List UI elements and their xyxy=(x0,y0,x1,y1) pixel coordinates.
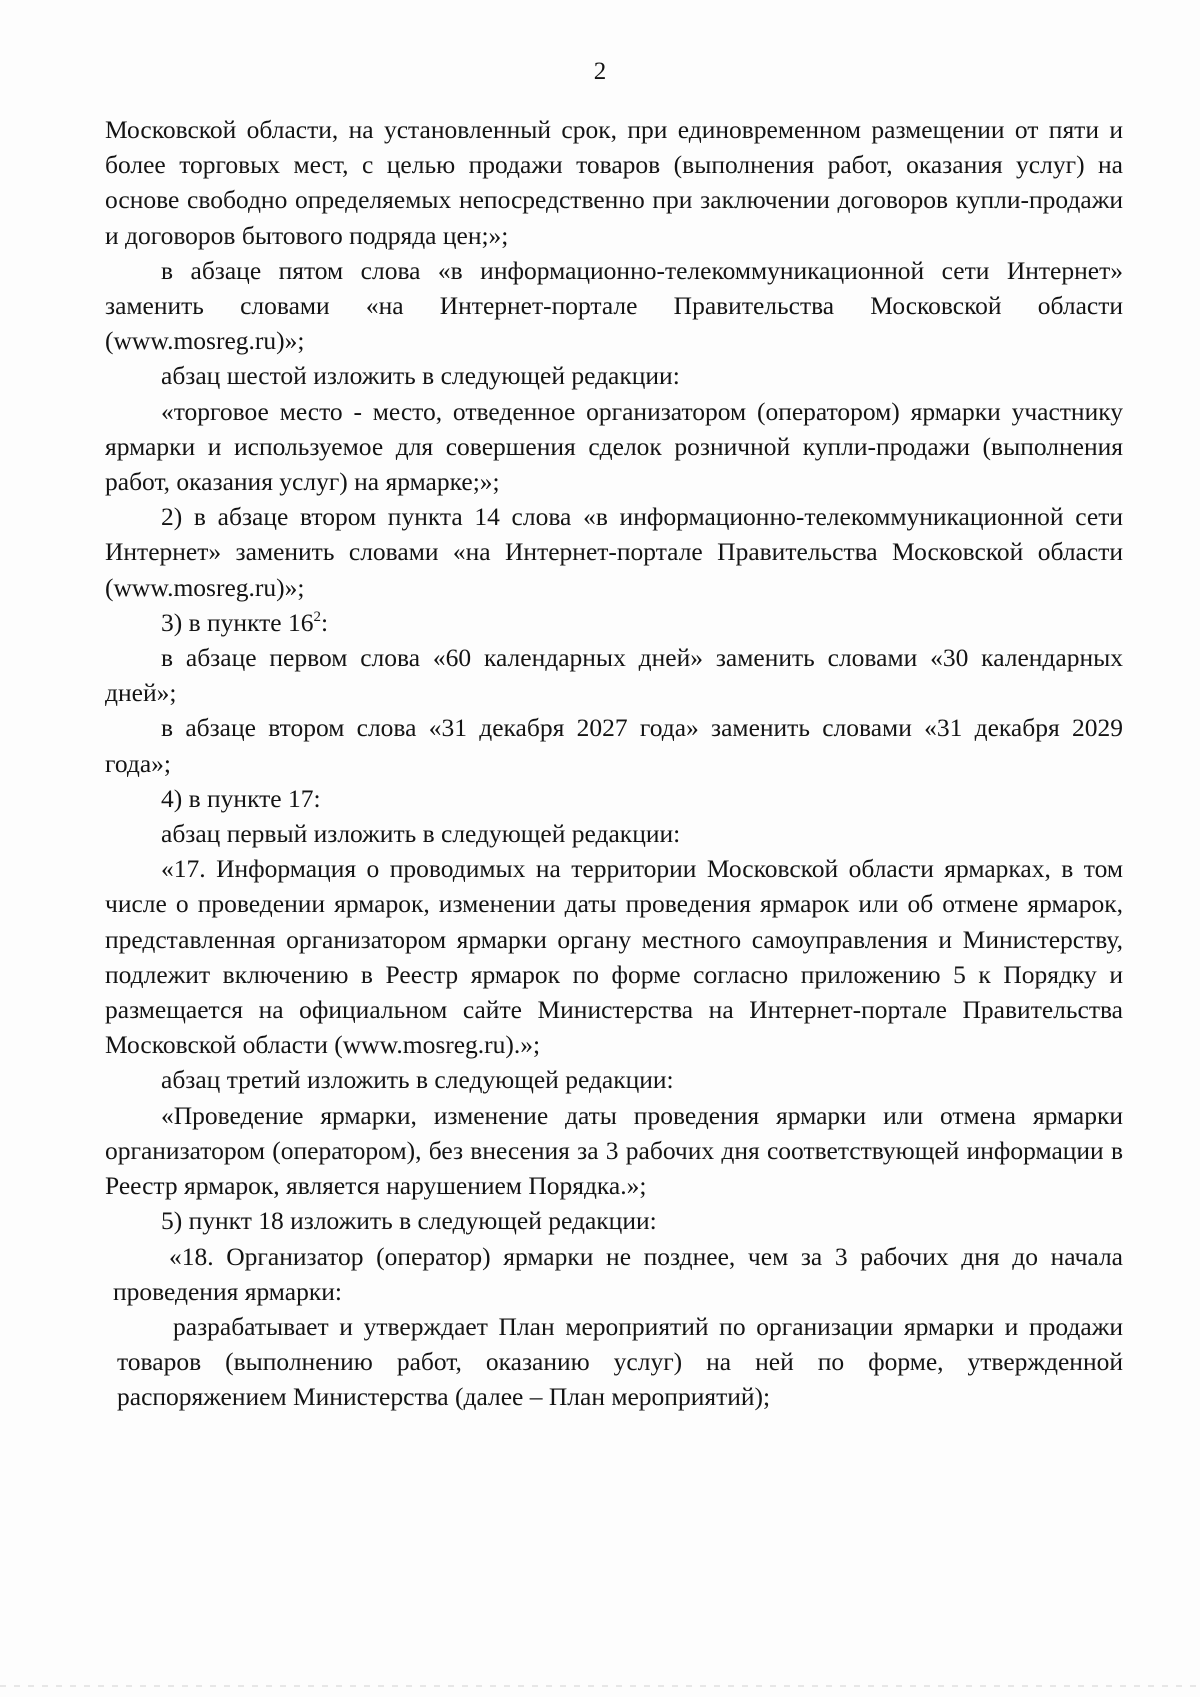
item-3-text: 3) в пункте 16 xyxy=(161,607,314,637)
paragraph-item-18-text: «18. Организатор (оператор) ярмарки не позднее, чем за 3 рабочих дня до начала проведения ярмарки: xyxy=(113,1241,1123,1306)
item-3-suffix: : xyxy=(320,607,329,637)
paragraph-abzats-1-60-days: в абзаце первом слова «60 календарных дней» заменить словами «30 календарных дней»; xyxy=(105,643,1123,708)
paragraph-abzats-1-intro: абзац первый изложить в следующей редакции: xyxy=(161,819,681,849)
paragraph-plan-meropriyatiy: разрабатывает и утверждает План мероприятий по организации ярмарки и продажи товаров (выполнению работ, оказанию услуг) на ней по форме, утвержденной распоряжением Министерства (далее – План мероприятий); xyxy=(117,1311,1123,1412)
paragraph-abzats-2-date: в абзаце втором слова «31 декабря 2027 года» заменить словами «31 декабря 2029 года»; xyxy=(105,713,1123,778)
item-3-superscript: 2 xyxy=(313,608,321,625)
paragraph-abzats-5: в абзаце пятом слова «в информационно-телекоммуникационной сети Интернет» заменить словами «на Интернет-портале Правительства Московской области (www.mosreg.ru)»; xyxy=(105,255,1123,356)
scan-edge-artifact xyxy=(0,1685,1200,1687)
page-number: 2 xyxy=(593,58,607,85)
paragraph-abzats-3-intro: абзац третий изложить в следующей редакции: xyxy=(161,1065,674,1095)
paragraph-item-3 xyxy=(105,605,1123,640)
paragraph-provedenie-yarmarki: «Проведение ярмарки, изменение даты проведения ярмарки или отмена ярмарки организатором (оператором), без внесения за 3 рабочих дня соответствующей информации в Реестр ярмарок, является нарушением Порядка.»; xyxy=(105,1100,1123,1201)
paragraph-abzats-6-intro: абзац шестой изложить в следующей редакции: xyxy=(161,361,680,391)
paragraph-item-2: 2) в абзаце втором пункта 14 слова «в информационно-телекоммуникационной сети Интернет» заменить словами «на Интернет-портале Правительства Московской области (www.mosreg.ru)»; xyxy=(105,502,1123,602)
paragraph-item-17-text: «17. Информация о проводимых на территории Московской области ярмарках, в том числе о проведении ярмарок, изменении даты проведения ярмарок или об отмене ярмарок, представленная организатором ярмарки органу местного самоуправления и Министерству, подлежит включению в Реестр ярмарок по форме согласно приложению 5 к Порядку и размещается на официальном сайте Министерства на Интернет-портале Правительства Московской области (www.mosreg.ru).»; xyxy=(105,854,1123,1060)
document-body xyxy=(105,112,1123,1415)
paragraph-item-4: 4) в пункте 17: xyxy=(161,783,321,813)
paragraph-item-5: 5) пункт 18 изложить в следующей редакции: xyxy=(161,1206,657,1236)
paragraph-torgovoe-mesto: «торговое место - место, отведенное организатором (оператором) ярмарки участнику ярмарки и используемое для совершения сделок розничной купли-продажи (выполнения работ, оказания услуг) на ярмарке;»; xyxy=(105,396,1123,497)
paragraph-continuation: Московской области, на установленный срок, при единовременном размещении от пяти и более торговых мест, с целью продажи товаров (выполнения работ, оказания услуг) на основе свободно определяемых непосредственно при заключении договоров купли-продажи и договоров бытового подряда цен;»; xyxy=(105,115,1123,250)
